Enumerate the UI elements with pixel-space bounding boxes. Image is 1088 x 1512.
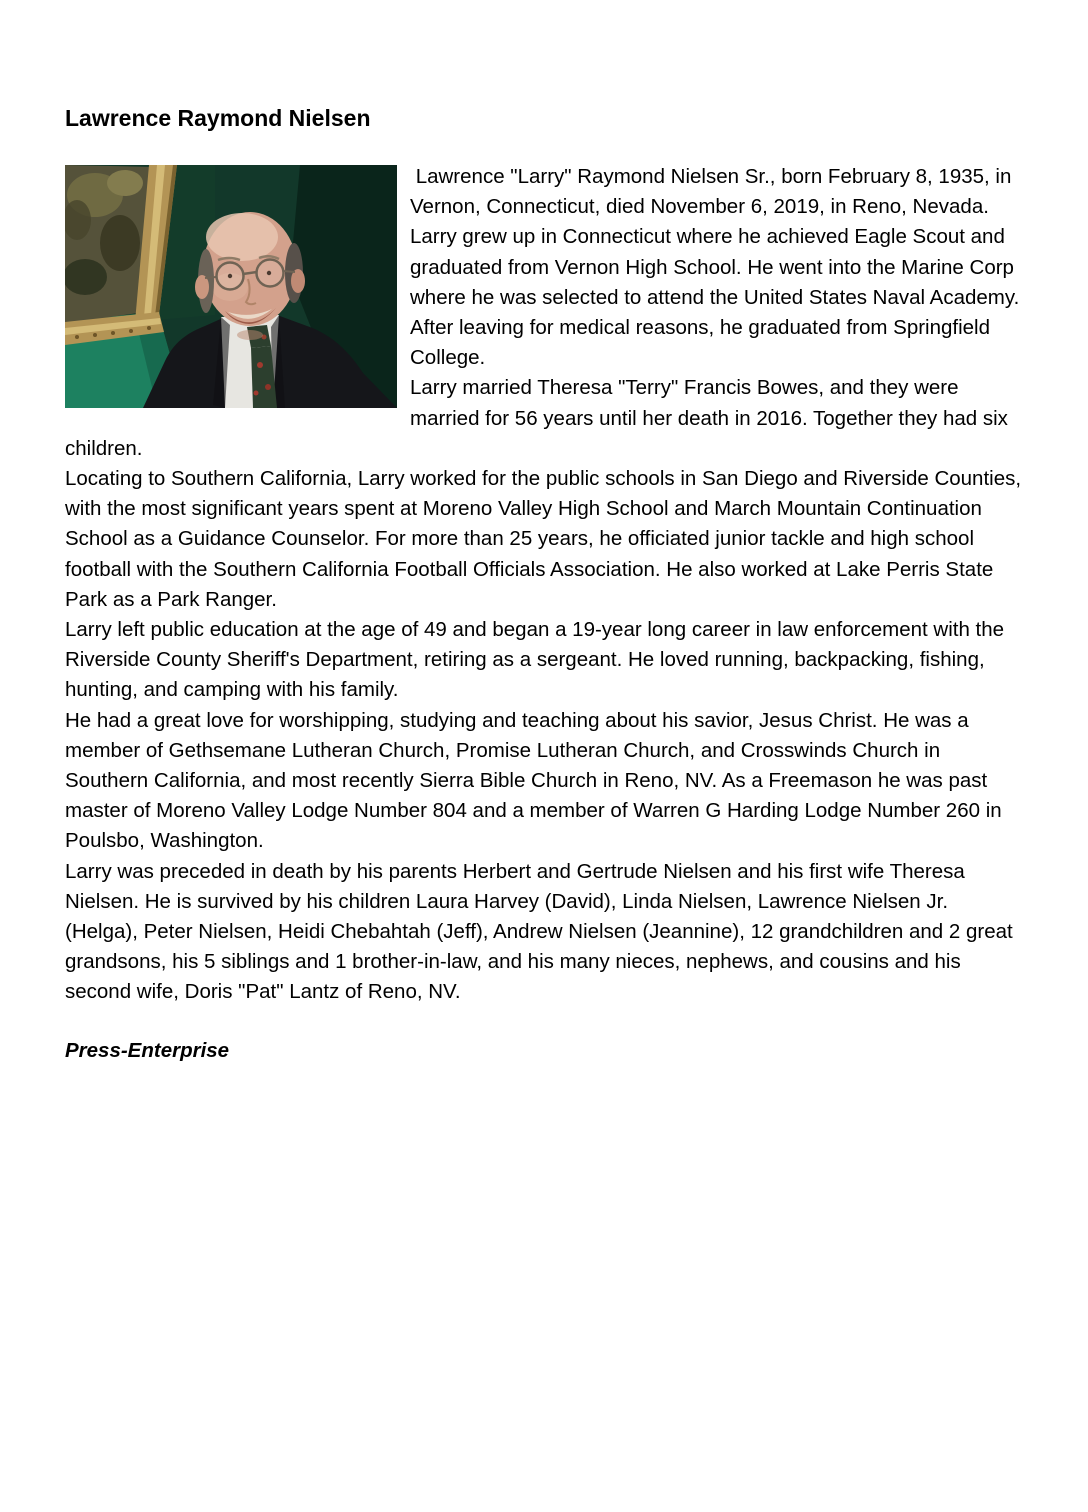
source-credit: Press-Enterprise <box>65 1038 230 1062</box>
obituary-document <box>0 104 1088 1066</box>
photo-painting-frame <box>65 165 177 345</box>
obituary-paragraph-law-enforcement: Larry left public education at the age of 49 and began a 19-year long career in law enforcement with the Riverside County Sheriff's Department, retiring as a sergeant. He loved running, backpacking, fishing, hunting, and camping with his family. <box>65 618 1010 702</box>
obituary-paragraph-family: Larry was preceded in death by his parents Herbert and Gertrude Nielsen and his first wife Theresa Nielsen. He is survived by his children Laura Harvey (David), Linda Nielsen, Lawrence Nielsen Jr. (Helga), Peter Nielsen, Heidi Chebahtah (Jeff), Andrew Nielsen (Jeannine), 12 grandchildren and 2 great grandsons, his 5 siblings and 1 brother-in-law, and his many nieces, nephews, and cousins and his second wife, Doris "Pat" Lantz of Reno, NV. <box>65 859 1019 1004</box>
obituary-paragraph-youth: Larry grew up in Connecticut where he achieved Eagle Scout and graduated from Vernon High School. He went into the Marine Corp where he was selected to attend the United States Naval Academy. After leaving for medical reasons, he graduated from Springfield College. <box>410 225 1024 370</box>
obituary-paragraph-career: Locating to Southern California, Larry worked for the public schools in San Diego and Riverside Counties, with the most significant years spent at Moreno Valley High School and March Mountain Continuation School as a Guidance Counselor. For more than 25 years, he officiated junior tackle and high school football with the Southern California Football Officials Association. He also worked at Lake Perris State Park as a Park Ranger. <box>65 467 1027 611</box>
obituary-body <box>65 162 1027 1008</box>
obituary-paragraph-intro: Lawrence "Larry" Raymond Nielsen Sr., born February 8, 1935, in Vernon, Connecticut, died November 6, 2019, in Reno, Nevada. <box>410 165 1018 219</box>
page-title: Lawrence Raymond Nielsen <box>65 105 371 131</box>
obituary-paragraph-marriage: Larry married Theresa "Terry" Francis Bowes, and they were married for 56 years until her death in 2016. Together they had six children. <box>65 376 1014 460</box>
obituary-paragraph-faith: He had a great love for worshipping, studying and teaching about his savior, Jesus Christ. He was a member of Gethsemane Lutheran Church, Promise Lutheran Church, and Crosswinds Church in Southern California, and most recently Sierra Bible Church in Reno, NV. As a Freemason he was past master of Moreno Valley Lodge Number 804 and a member of Warren G Harding Lodge Number 260 in Poulsbo, Washington. <box>65 708 1008 853</box>
portrait-photo <box>65 165 397 408</box>
portrait-photo-illustration <box>65 165 397 408</box>
obituary-page <box>0 104 1088 1512</box>
